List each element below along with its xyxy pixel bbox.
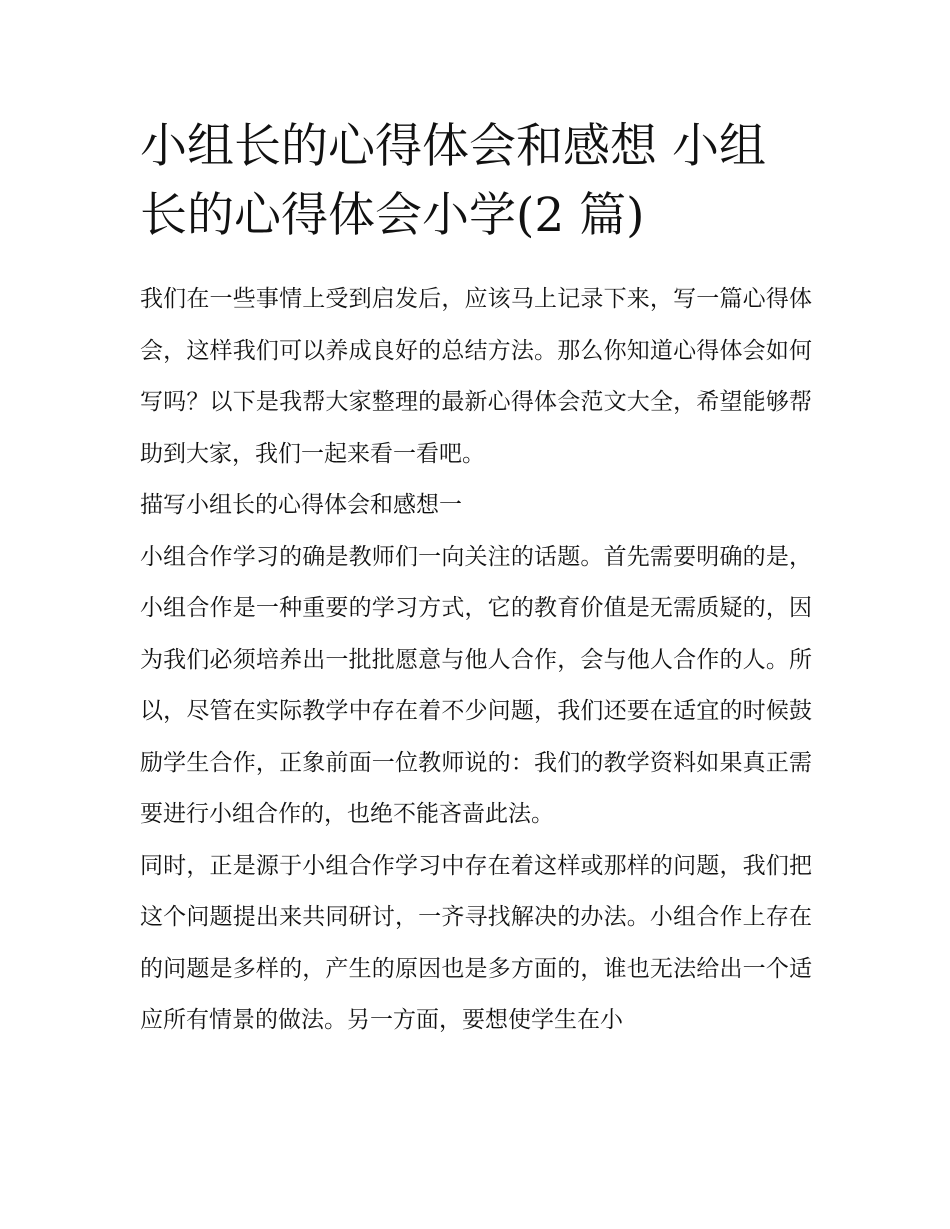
document-title: 小组长的心得体会和感想 小组长的心得体会小学(2 篇) [140, 119, 766, 243]
document-page [140, 112, 812, 1047]
paragraph-section-1-a: 小组合作学习的确是教师们一向关注的话题。首先需要明确的是，小组合作是一种重要的学习方式，它的教育价值是无需质疑的，因为我们必须培养出一批批愿意与他人合作，会与他人合作的人。所以，尽管在实际教学中存在着不少问题，我们还要在适宜的时候鼓励学生合作，正象前面一位教师说的：我们的教学资料如果真正需要进行小组合作的，也绝不能吝啬此法。 [140, 543, 812, 827]
paragraph-section-1-b: 同时，正是源于小组合作学习中存在着这样或那样的问题，我们把这个问题提出来共同研讨，一齐寻找解决的办法。小组合作上存在的问题是多样的，产生的原因也是多方面的，谁也无法给出一个适应所有情景的做法。另一方面，要想使学生在小 [140, 852, 812, 1033]
section-heading-1: 描写小组长的心得体会和感想一 [140, 492, 462, 518]
paragraph-intro: 我们在一些事情上受到启发后，应该马上记录下来，写一篇心得体会，这样我们可以养成良好的总结方法。那么你知道心得体会如何写吗？以下是我帮大家整理的最新心得体会范文大全，希望能够帮助到大家，我们一起来看一看吧。 [140, 286, 812, 467]
document-body [140, 274, 812, 1047]
